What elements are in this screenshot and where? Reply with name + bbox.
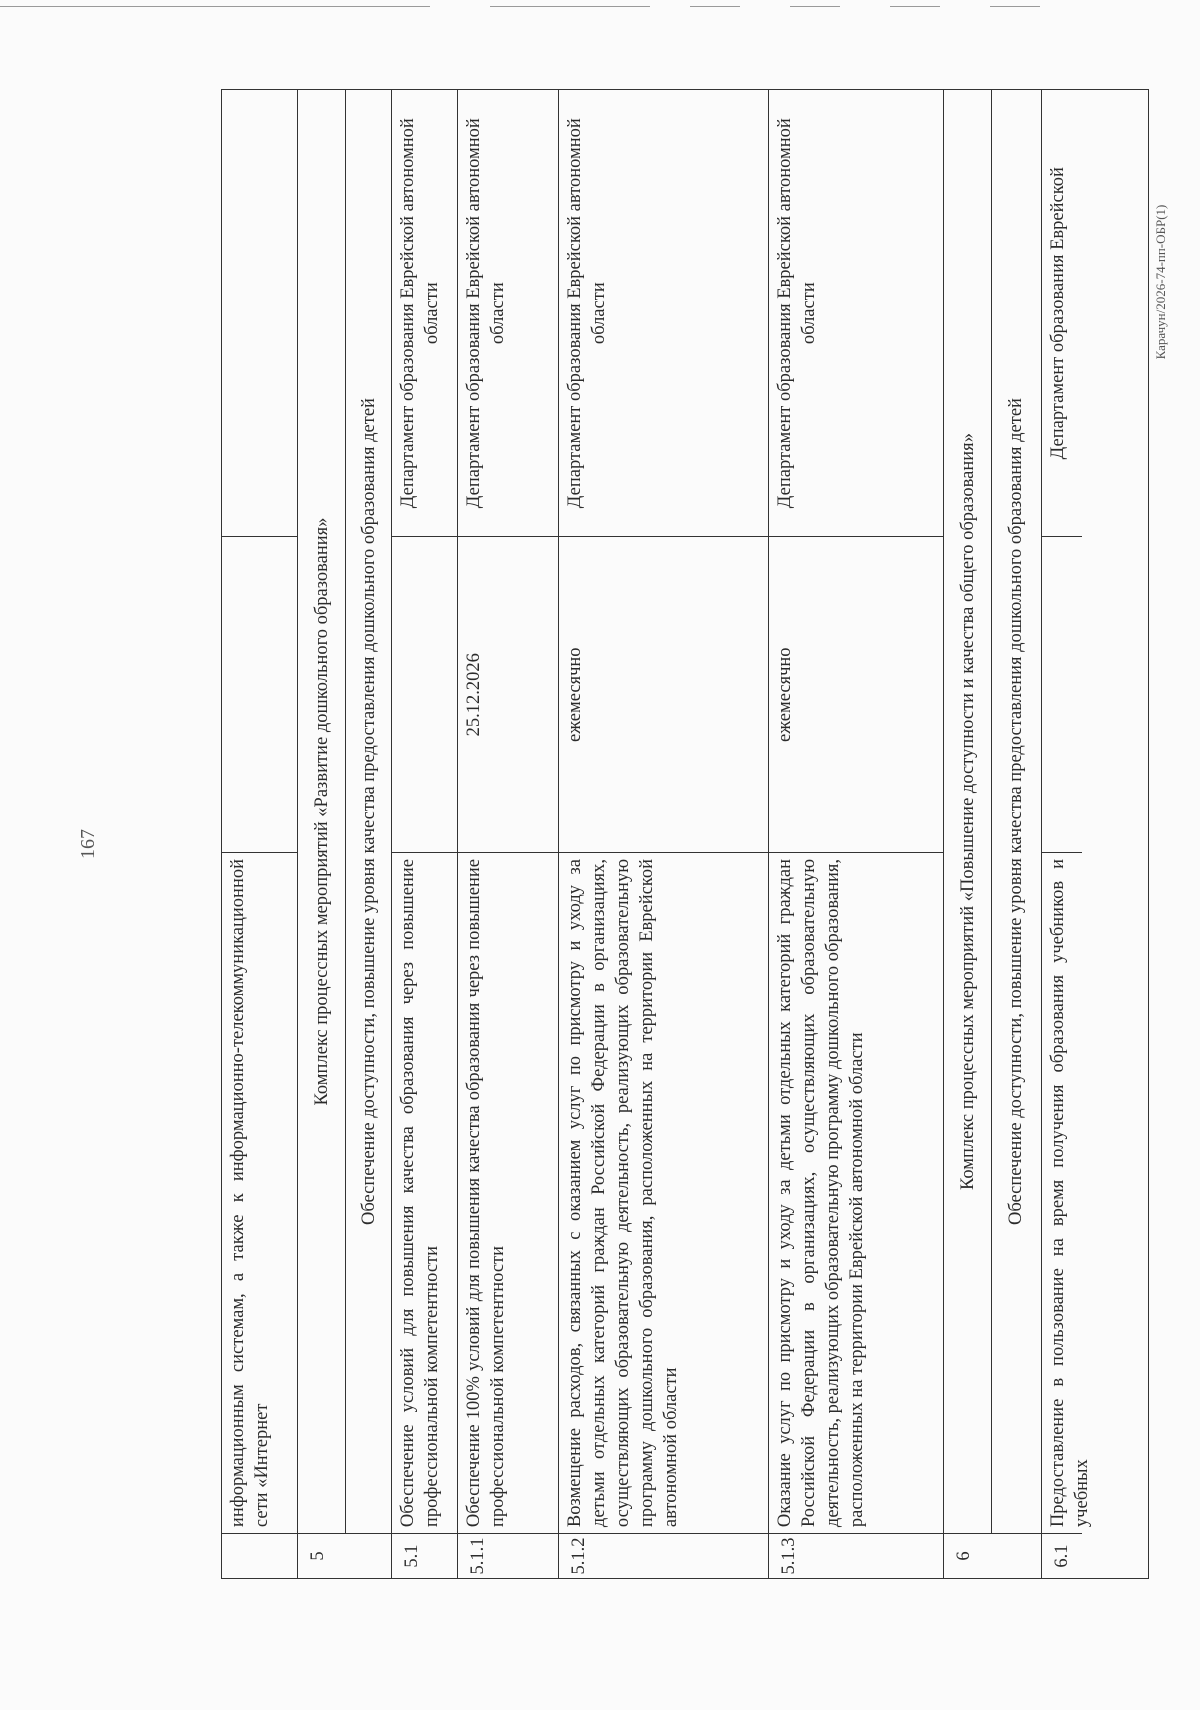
row-number xyxy=(222,1534,297,1578)
activity-responsible: Департамент образования Еврейской автономной области xyxy=(769,90,943,537)
page-number: 167 xyxy=(77,829,99,859)
scan-edge-line xyxy=(990,6,1040,7)
activity-responsible: Департамент образования Еврейской автономной области xyxy=(559,90,768,537)
activity-name: Обеспечение условий для повышения качества образования через повышение профессиональной компетентности xyxy=(392,853,457,1534)
activity-name: Возмещение расходов, связанных с оказанием услуг по присмотру и уходу за детьми отдельных категорий граждан Российской Федерации в организациях, осуществляющих образовательную деятельность, реализующих образовательную программу дошкольного образования, расположенных на территории Еврейской автономной области xyxy=(559,853,768,1534)
activity-term: 25.12.2026 xyxy=(458,537,558,853)
activity-term: ежемесячно xyxy=(559,537,768,853)
activity-name: информационным системам, а также к информационно-телекоммуникационной сети «Интернет xyxy=(222,853,297,1534)
section-number xyxy=(992,1534,1041,1578)
table-row xyxy=(559,90,769,1578)
section-row xyxy=(992,90,1042,1578)
table-row xyxy=(392,90,458,1578)
section-row xyxy=(944,90,992,1578)
activity-responsible: Департамент образования Еврейской xyxy=(1042,90,1082,537)
section-number: 5 xyxy=(308,1551,328,1561)
row-number: 5.1.2 xyxy=(569,1537,589,1575)
section-row xyxy=(346,90,392,1578)
section-title: Комплекс процессных мероприятий «Развитие дошкольного образования» xyxy=(298,90,346,1534)
activity-responsible xyxy=(222,90,297,537)
activity-responsible: Департамент образования Еврейской автономной области xyxy=(392,90,457,537)
section-subtitle: Обеспечение доступности, повышение уровня качества предоставления дошкольного образования детей xyxy=(346,90,391,1534)
activities-table xyxy=(221,89,1149,1579)
activity-term xyxy=(222,537,297,853)
table-row xyxy=(458,90,559,1578)
section-subtitle: Обеспечение доступности, повышение уровня качества предоставления дошкольного образования детей xyxy=(992,90,1041,1534)
section-number xyxy=(346,1534,391,1578)
activity-responsible: Департамент образования Еврейской автономной области xyxy=(458,90,558,537)
scan-edge-line xyxy=(790,6,840,7)
table-row xyxy=(1042,90,1093,1578)
row-number: 5.1.3 xyxy=(779,1537,799,1575)
section-number: 6 xyxy=(954,1551,974,1561)
table-row xyxy=(222,90,298,1578)
activity-term xyxy=(392,537,457,853)
scan-edge-line xyxy=(690,6,740,7)
row-number: 5.1.1 xyxy=(468,1537,488,1575)
activity-term xyxy=(1042,537,1082,853)
activity-term: ежемесячно xyxy=(769,537,943,853)
activity-name: Предоставление в пользование на время получения образования учебников и учебных xyxy=(1042,853,1082,1534)
scan-edge-line xyxy=(0,6,430,7)
section-title: Комплекс процессных мероприятий «Повышение доступности и качества общего образования» xyxy=(944,90,992,1534)
document-code: Карачун/2026-74-пп-ОБР(1) xyxy=(1153,204,1168,360)
row-number: 5.1 xyxy=(402,1544,422,1568)
activity-name: Оказание услуг по присмотру и уходу за детьми отдельных категорий граждан Российской Федерации в организациях, осуществляющих образовательную деятельность, реализующих образовательную программу дошкольного образования, расположенных на территории Еврейской автономной области xyxy=(769,853,943,1534)
scan-edge-line xyxy=(890,6,940,7)
scan-edge-line xyxy=(490,6,650,7)
row-number: 6.1 xyxy=(1052,1544,1072,1568)
activity-name: Обеспечение 100% условий для повышения качества образования через повышение профессиональной компетентности xyxy=(458,853,558,1534)
section-row xyxy=(298,90,346,1578)
table-row xyxy=(769,90,944,1578)
